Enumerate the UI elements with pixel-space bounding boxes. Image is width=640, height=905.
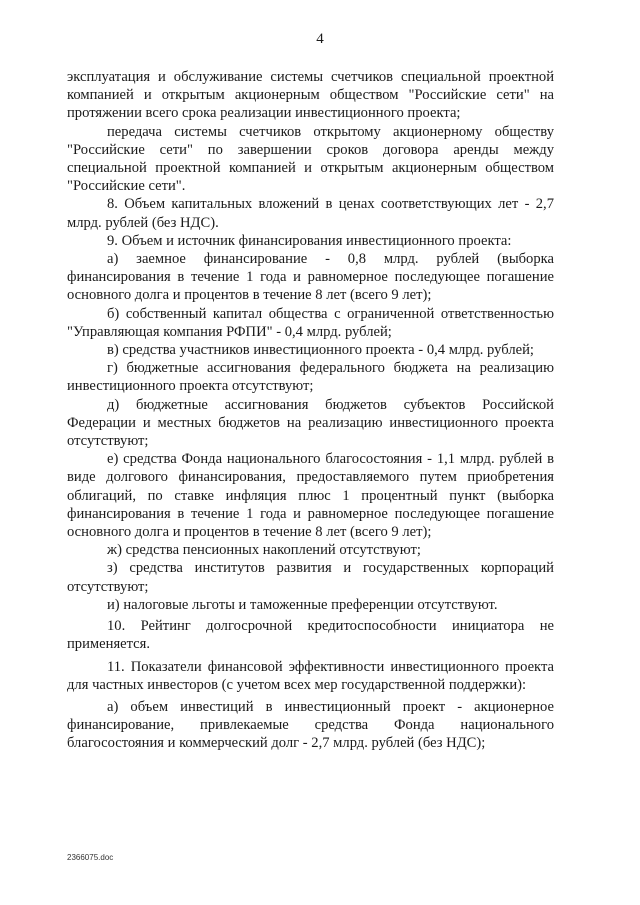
- paragraph-equity: б) собственный капитал общества с ограниченной ответственностью "Управляющая компания РФПИ" - 0,4 млрд. рублей;: [67, 305, 554, 340]
- paragraph-national-wealth-fund: е) средства Фонда национального благосостояния - 1,1 млрд. рублей в виде долгового финансирования, предоставляемого путем приобретения облигаций, по ставке инфляция плюс 1 процентный пункт (выборка финансирования в течение 1 года и равномерное последующее погашение основного долга и процентов в течение 8 лет (всего 9 лет);: [67, 451, 554, 541]
- paragraph-investment-volume: а) объем инвестиций в инвестиционный проект - акционерное финансирование, привлекаемые средства Фонда национального благосостояния и коммерческий долг - 2,7 млрд. рублей (без НДС);: [67, 698, 554, 752]
- document-body: [67, 68, 554, 753]
- paragraph-federal-budget: г) бюджетные ассигнования федерального бюджета на реализацию инвестиционного проекта отсутствуют;: [67, 360, 554, 395]
- paragraph-capital-investment: 8. Объем капитальных вложений в ценах соответствующих лет - 2,7 млрд. рублей (без НДС).: [67, 196, 554, 231]
- paragraph-financial-efficiency: 11. Показатели финансовой эффективности инвестиционного проекта для частных инвесторов (с учетом всех мер государственной поддержки):: [67, 658, 554, 693]
- paragraph-tax-benefits: и) налоговые льготы и таможенные преференции отсутствуют.: [107, 596, 498, 613]
- paragraph-credit-rating: 10. Рейтинг долгосрочной кредитоспособности инициатора не применяется.: [67, 618, 554, 653]
- paragraph-operation: эксплуатация и обслуживание системы счетчиков специальной проектной компанией и открытым акционерным обществом "Российские сети" на протяжении всего срока реализации инвестиционного проекта;: [67, 69, 554, 122]
- footer-doc-id: 2366075.doc: [67, 853, 114, 862]
- paragraph-pension-savings: ж) средства пенсионных накоплений отсутствуют;: [107, 542, 421, 559]
- paragraph-transfer: передача системы счетчиков открытому акционерному обществу "Российские сети" по завершении сроков договора аренды между специальной проектной компанией и открытым акционерным обществом "Российские сети".: [67, 123, 554, 195]
- page-number: 4: [316, 31, 324, 47]
- paragraph-development-institutions: з) средства институтов развития и государственных корпораций отсутствуют;: [67, 560, 554, 595]
- paragraph-regional-budgets: д) бюджетные ассигнования бюджетов субъектов Российской Федерации и местных бюджетов на реализацию инвестиционного проекта отсутствуют;: [67, 396, 554, 450]
- paragraph-financing-sources: 9. Объем и источник финансирования инвестиционного проекта:: [107, 232, 512, 249]
- paragraph-loan-financing: а) заемное финансирование - 0,8 млрд. рублей (выборка финансирования в течение 1 года и равномерное последующее погашение основного долга и процентов в течение 8 лет (всего 9 лет);: [67, 251, 554, 304]
- paragraph-participants-funds: в) средства участников инвестиционного проекта - 0,4 млрд. рублей;: [107, 342, 534, 359]
